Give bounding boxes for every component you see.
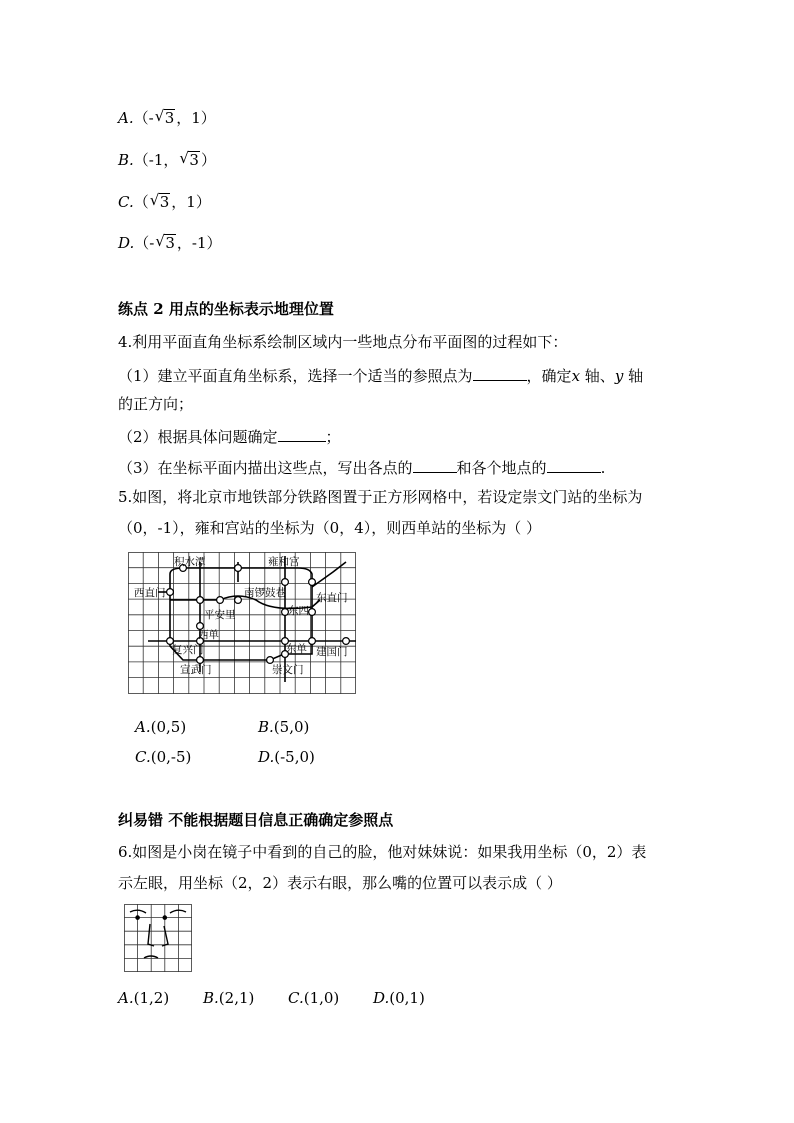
option-text: ，-1） bbox=[176, 234, 222, 252]
q3-option-b bbox=[118, 150, 216, 170]
option-value: (0,-5) bbox=[150, 748, 192, 766]
option-value: (5,0) bbox=[273, 718, 310, 736]
option-label: A. bbox=[118, 989, 134, 1007]
option-label: C. bbox=[288, 989, 304, 1007]
radicand: 3 bbox=[164, 109, 175, 127]
question-stem: 6.如图是小岗在镜子中看到的自己的脸，他对妹妹说：如果我用坐标（0，2）表 bbox=[118, 843, 647, 861]
step-text: ； bbox=[325, 428, 341, 446]
option-label: A. bbox=[135, 718, 151, 736]
step-text: （1）建立平面直角坐标系，选择一个适当的参照点为 bbox=[118, 367, 473, 385]
sqrt-expression: √ 3 bbox=[155, 232, 175, 252]
station-label: 平安里 bbox=[204, 609, 236, 621]
station-label: 崇文门 bbox=[272, 664, 304, 676]
q6-option-a bbox=[118, 988, 169, 1008]
face-grid-figure bbox=[124, 904, 192, 972]
grid bbox=[128, 552, 356, 694]
option-value: (1,2) bbox=[133, 989, 170, 1007]
station-label: 雍和宫 bbox=[268, 556, 300, 568]
q5-option-d bbox=[258, 747, 315, 767]
q3-option-c bbox=[118, 192, 211, 212]
station-label: 宣武门 bbox=[180, 664, 212, 676]
option-label: D. bbox=[118, 234, 135, 252]
variable-y: y bbox=[614, 367, 624, 385]
sqrt-expression: √ 3 bbox=[149, 191, 170, 211]
grid bbox=[124, 904, 192, 972]
option-value: (2,1) bbox=[218, 989, 255, 1007]
q6-option-d bbox=[373, 988, 425, 1008]
station-label: 东单 bbox=[286, 643, 307, 655]
option-label: C. bbox=[118, 193, 134, 211]
station-label: 西直门 bbox=[134, 587, 166, 599]
section-heading: 练点 2 用点的坐标表示地理位置 bbox=[118, 300, 334, 318]
option-text: （ bbox=[133, 193, 149, 211]
q4-step-1-cont: 的正方向； bbox=[118, 395, 194, 413]
q4-step-1 bbox=[118, 364, 643, 386]
option-text: ） bbox=[200, 151, 216, 169]
option-label: C. bbox=[135, 748, 151, 766]
answer-blank bbox=[547, 456, 601, 473]
radicand: 3 bbox=[159, 193, 170, 211]
option-value: (0,5) bbox=[150, 718, 187, 736]
question-stem-cont: （0，-1），雍和宫站的坐标为（0，4），则西单站的坐标为（ ） bbox=[118, 519, 542, 537]
station-label: 东直门 bbox=[316, 592, 348, 604]
station-label: 复兴门 bbox=[172, 644, 204, 656]
option-text: ，1） bbox=[176, 109, 216, 127]
subway-map-figure bbox=[128, 552, 356, 694]
q5-option-b bbox=[258, 717, 309, 737]
q5-option-a bbox=[135, 717, 186, 737]
q4-step-2 bbox=[118, 425, 341, 447]
option-label: B. bbox=[203, 989, 219, 1007]
left-eye bbox=[136, 916, 139, 919]
question-stem: 5.如图，将北京市地铁部分铁路图置于正方形网格中，若设定崇文门站的坐标为 bbox=[118, 488, 643, 506]
sqrt-expression: √ 3 bbox=[179, 149, 199, 169]
sqrt-expression: √ 3 bbox=[154, 107, 175, 127]
q3-option-d bbox=[118, 233, 222, 253]
option-text: ，1） bbox=[171, 193, 211, 211]
variable-x: x bbox=[571, 367, 581, 385]
step-text: . bbox=[600, 459, 606, 477]
q6-option-c bbox=[288, 988, 339, 1008]
station-label: 建国门 bbox=[316, 646, 348, 658]
step-text: 轴 bbox=[623, 367, 644, 385]
option-text: （- bbox=[134, 234, 155, 252]
option-value: (1,0) bbox=[303, 989, 340, 1007]
radicand: 3 bbox=[189, 151, 199, 169]
step-text: （3）在坐标平面内描出这些点，写出各点的 bbox=[118, 459, 413, 477]
step-text: 和各个地点的 bbox=[456, 459, 547, 477]
q4-step-3 bbox=[118, 456, 605, 478]
option-label: D. bbox=[373, 989, 390, 1007]
answer-blank bbox=[473, 364, 527, 381]
station-label: 积水潭 bbox=[174, 556, 206, 568]
section-heading: 纠易错 不能根据题目信息正确确定参照点 bbox=[118, 811, 394, 829]
q5-option-c bbox=[135, 747, 191, 767]
option-text: （- bbox=[133, 109, 154, 127]
right-eye bbox=[163, 916, 166, 919]
option-text: （-1， bbox=[133, 151, 179, 169]
option-label: B. bbox=[118, 151, 134, 169]
station-label: 东四 bbox=[288, 605, 309, 617]
answer-blank bbox=[278, 425, 326, 442]
option-label: B. bbox=[258, 718, 274, 736]
option-label: A. bbox=[118, 109, 134, 127]
option-value: (-5,0) bbox=[274, 748, 315, 766]
station-label: 南锣鼓巷 bbox=[244, 587, 286, 599]
q6-option-b bbox=[203, 988, 254, 1008]
step-text: （2）根据具体问题确定 bbox=[118, 428, 278, 446]
answer-blank bbox=[413, 456, 457, 473]
step-text: ，确定 bbox=[526, 367, 572, 385]
station-label: 西单 bbox=[198, 629, 219, 641]
radicand: 3 bbox=[165, 234, 175, 252]
step-text: 轴、 bbox=[580, 367, 615, 385]
question-stem: 4.利用平面直角坐标系绘制区域内一些地点分布平面图的过程如下： bbox=[118, 333, 568, 351]
question-stem-cont: 示左眼，用坐标（2，2）表示右眼，那么嘴的位置可以表示成（ ） bbox=[118, 874, 562, 892]
q3-option-a bbox=[118, 108, 216, 128]
option-value: (0,1) bbox=[389, 989, 425, 1007]
option-label: D. bbox=[258, 748, 275, 766]
